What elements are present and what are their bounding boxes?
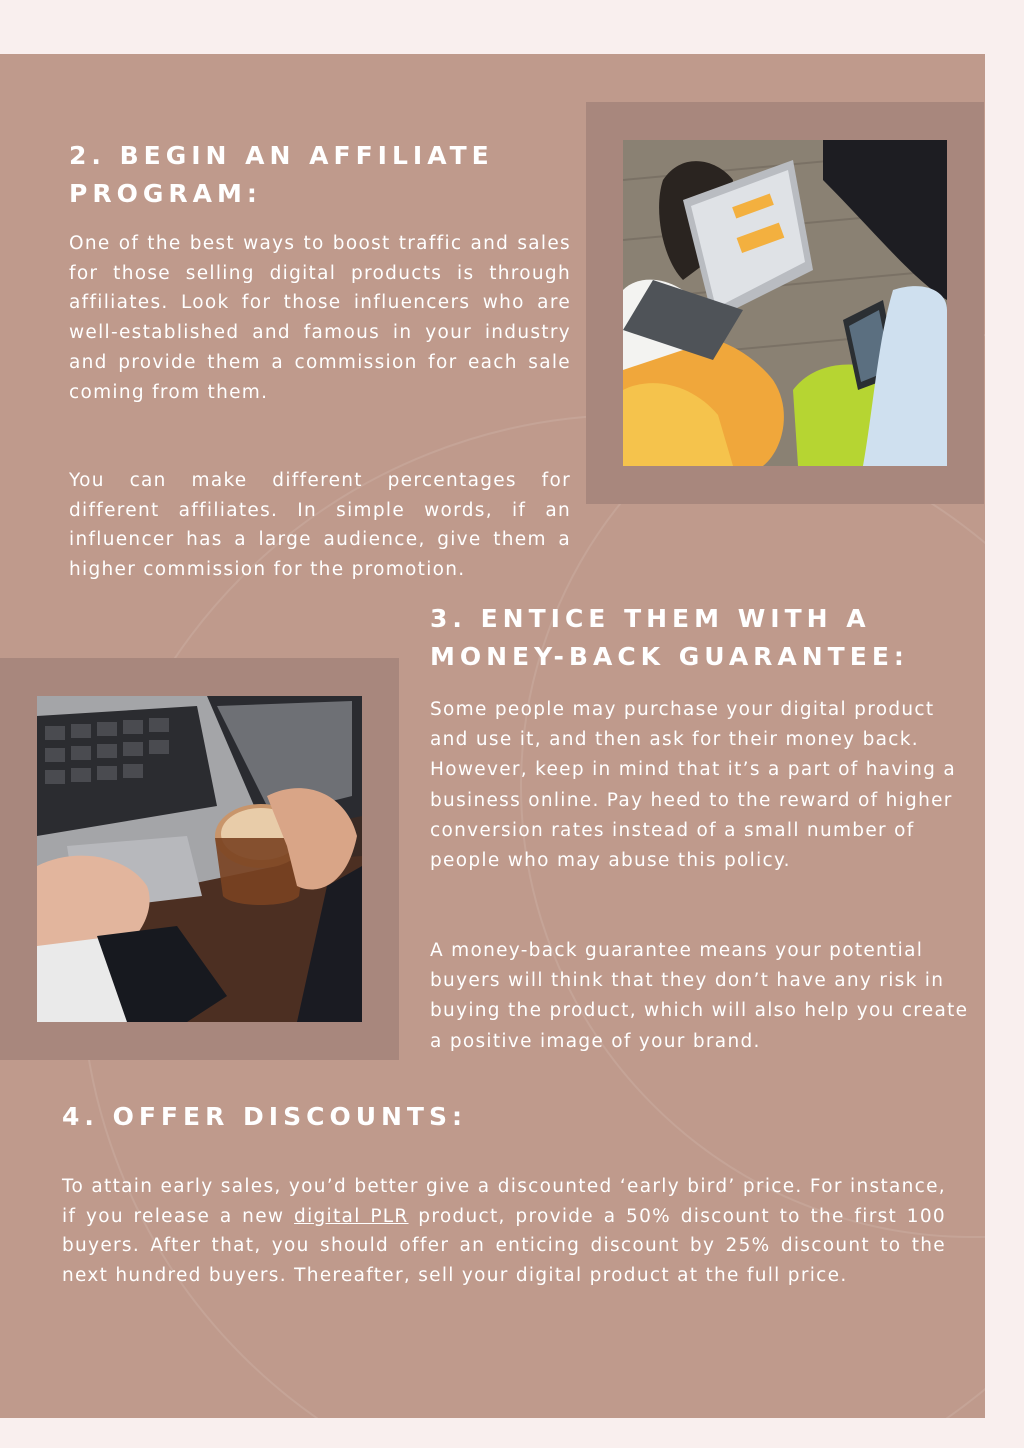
affiliate-paragraph-2: You can make different percentages for different affiliates. In simple words, if an influencer has a large audience, give them a higher commission for the promotion. bbox=[69, 470, 571, 581]
digital-plr-link[interactable]: digital PLR bbox=[294, 1205, 409, 1227]
guarantee-paragraph-2: A money-back guarantee means your potential buyers will think that they don’t have any risk in buying the product, which will also help you create a positive image of your brand. bbox=[430, 940, 969, 1052]
guarantee-paragraph-1: Some people may purchase your digital product and use it, and then ask for their money back. However, keep in mind that it’s a part of having a business online. Pay heed to the reward of higher conversion rates instead of a small number of people who may abuse this policy. bbox=[430, 699, 956, 872]
coffee-laptop-photo bbox=[37, 696, 362, 1022]
section-heading-guarantee: 3. ENTICE THEM WITH A MONEY-BACK GUARANTEE: bbox=[430, 604, 909, 671]
affiliate-paragraph-1: One of the best ways to boost traffic and sales for those selling digital products is through affiliates. Look for those influencers who are well-established and famous in your industry and provide them a commission for each sale coming from them. bbox=[69, 233, 571, 403]
section-heading-discounts: 4. OFFER DISCOUNTS: bbox=[62, 1102, 467, 1131]
discounts-text: To attain early sales, you’d better give a discounted ‘early bird’ price. For instance, if you release a new bbox=[62, 1176, 946, 1227]
section-heading-affiliate: 2. BEGIN AN AFFILIATE PROGRAM: bbox=[69, 141, 494, 208]
laptop-tablet-photo bbox=[623, 140, 947, 466]
discounts-text: product, provide a 50% discount to the first 100 buyers. After that, you should offer an enticing discount by 25% discount to the next hundred buyers. Thereafter, sell your digital product at the full price. bbox=[62, 1205, 947, 1287]
discounts-paragraph bbox=[62, 1172, 946, 1291]
